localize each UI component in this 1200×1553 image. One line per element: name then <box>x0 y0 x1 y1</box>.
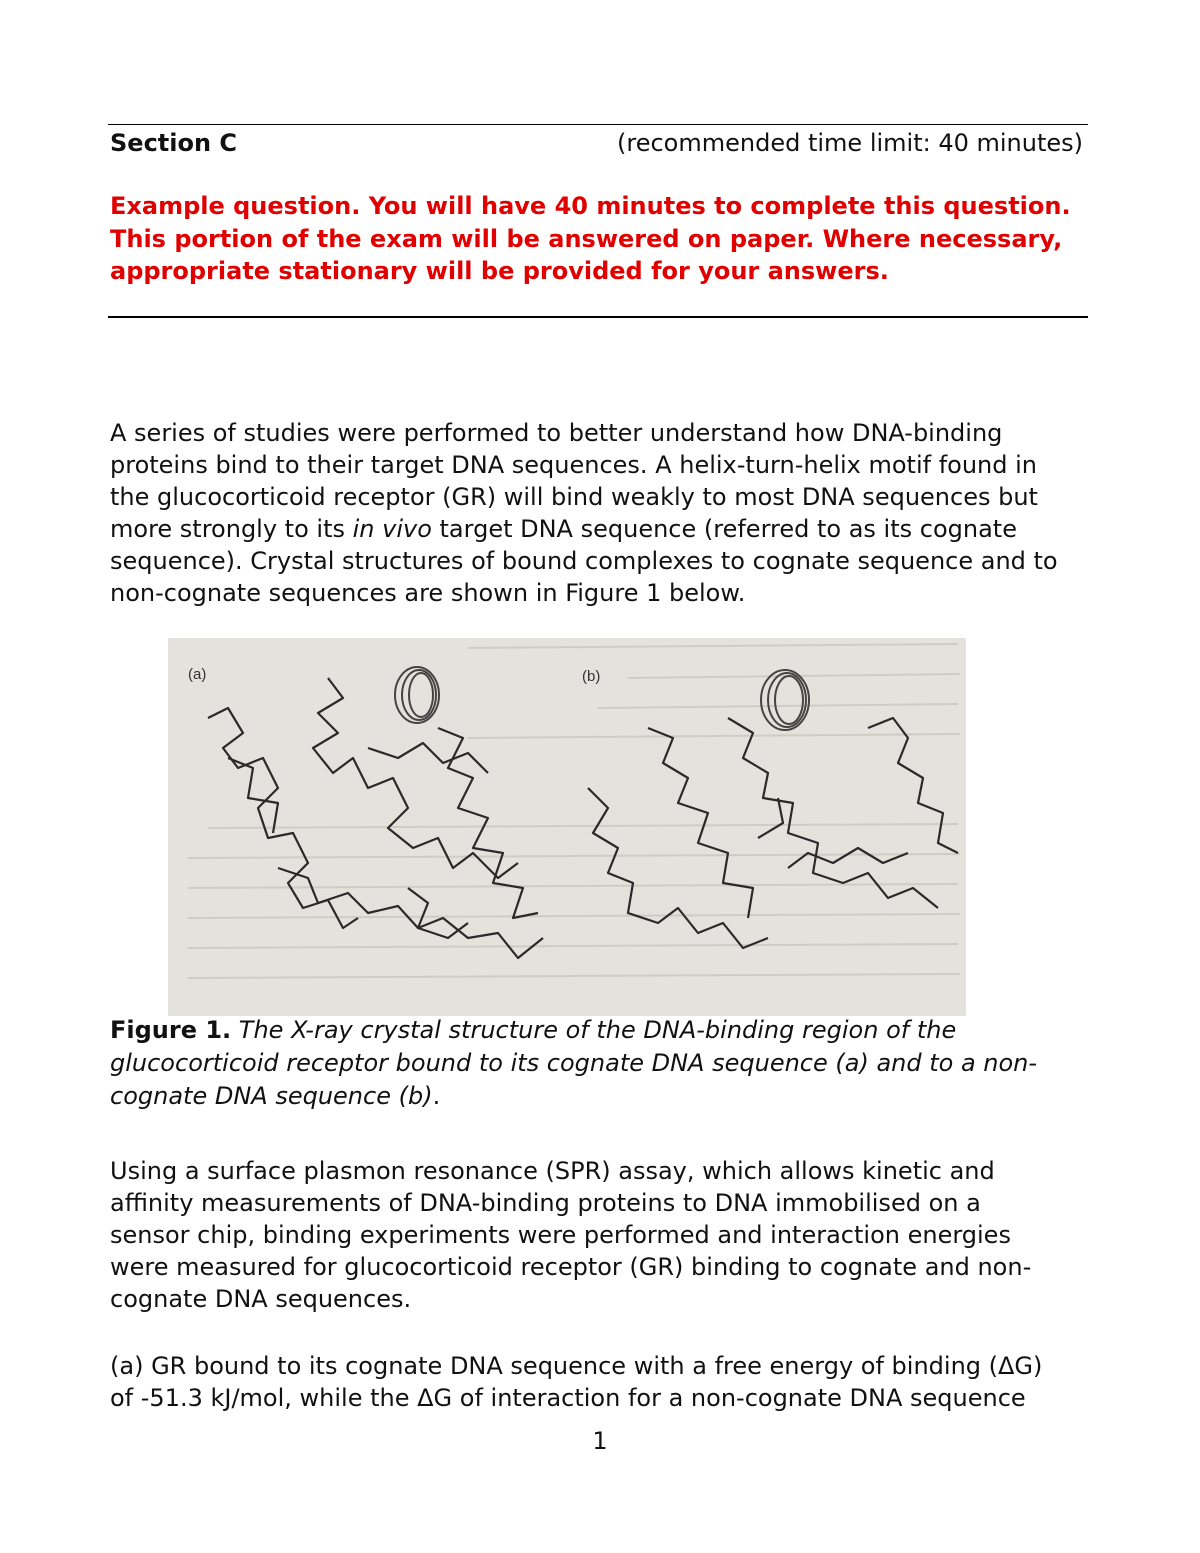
instruction-line-1: Example question. You will have 40 minutes to complete this question. <box>110 192 1071 220</box>
caption-line <box>110 1080 1037 1113</box>
spr-line: cognate DNA sequences. <box>110 1285 412 1313</box>
section-title: Section C <box>110 129 238 157</box>
question-a <box>110 1350 1100 1414</box>
dna-structure-illustration <box>168 638 966 1016</box>
intro-line: A series of studies were performed to better understand how DNA-binding <box>110 419 1003 447</box>
caption-line: glucocorticoid receptor bound to its cognate DNA sequence (a) and to a non- <box>110 1049 1038 1077</box>
top-rule <box>108 124 1088 125</box>
panel-label-b: (b) <box>582 668 601 685</box>
intro-paragraph <box>110 417 1100 609</box>
caption-text: cognate DNA sequence (b) <box>110 1082 433 1110</box>
intro-line: non-cognate sequences are shown in Figure 1 below. <box>110 579 746 607</box>
question-a-line: (a) GR bound to its cognate DNA sequence with a free energy of binding (ΔG) <box>110 1352 1043 1380</box>
page-number: 1 <box>592 1427 608 1455</box>
in-vivo-term: in vivo <box>352 515 432 543</box>
caption-text: The X-ray crystal structure of the DNA-binding region of the <box>231 1016 957 1044</box>
spr-line: Using a surface plasmon resonance (SPR) assay, which allows kinetic and <box>110 1157 995 1185</box>
figure-caption <box>110 1014 1037 1113</box>
panel-label-a: (a) <box>188 666 207 683</box>
intro-text: target DNA sequence (referred to as its cognate <box>431 515 1017 543</box>
instructions-rule <box>108 316 1088 318</box>
spr-paragraph <box>110 1155 1100 1315</box>
instruction-line-2: This portion of the exam will be answered on paper. Where necessary, <box>110 225 1063 253</box>
spr-line: affinity measurements of DNA-binding proteins to DNA immobilised on a <box>110 1189 981 1217</box>
caption-label: Figure 1. <box>110 1016 232 1044</box>
time-limit: (recommended time limit: 40 minutes) <box>617 129 1083 157</box>
spr-line: were measured for glucocorticoid receptor (GR) binding to cognate and non- <box>110 1253 1032 1281</box>
intro-text: more strongly to its <box>110 515 353 543</box>
caption-line <box>110 1014 1037 1047</box>
spr-line: sensor chip, binding experiments were performed and interaction energies <box>110 1221 1011 1249</box>
intro-line: the glucocorticoid receptor (GR) will bind weakly to most DNA sequences but <box>110 483 1038 511</box>
instruction-line-3: appropriate stationary will be provided for your answers. <box>110 257 889 285</box>
intro-line <box>110 513 1100 545</box>
intro-line: sequence). Crystal structures of bound complexes to cognate sequence and to <box>110 547 1058 575</box>
crystal-structure-figure <box>168 638 966 1016</box>
caption-period: . <box>432 1082 441 1110</box>
intro-line: proteins bind to their target DNA sequences. A helix-turn-helix motif found in <box>110 451 1038 479</box>
question-a-line: of -51.3 kJ/mol, while the ΔG of interaction for a non-cognate DNA sequence <box>110 1384 1026 1412</box>
